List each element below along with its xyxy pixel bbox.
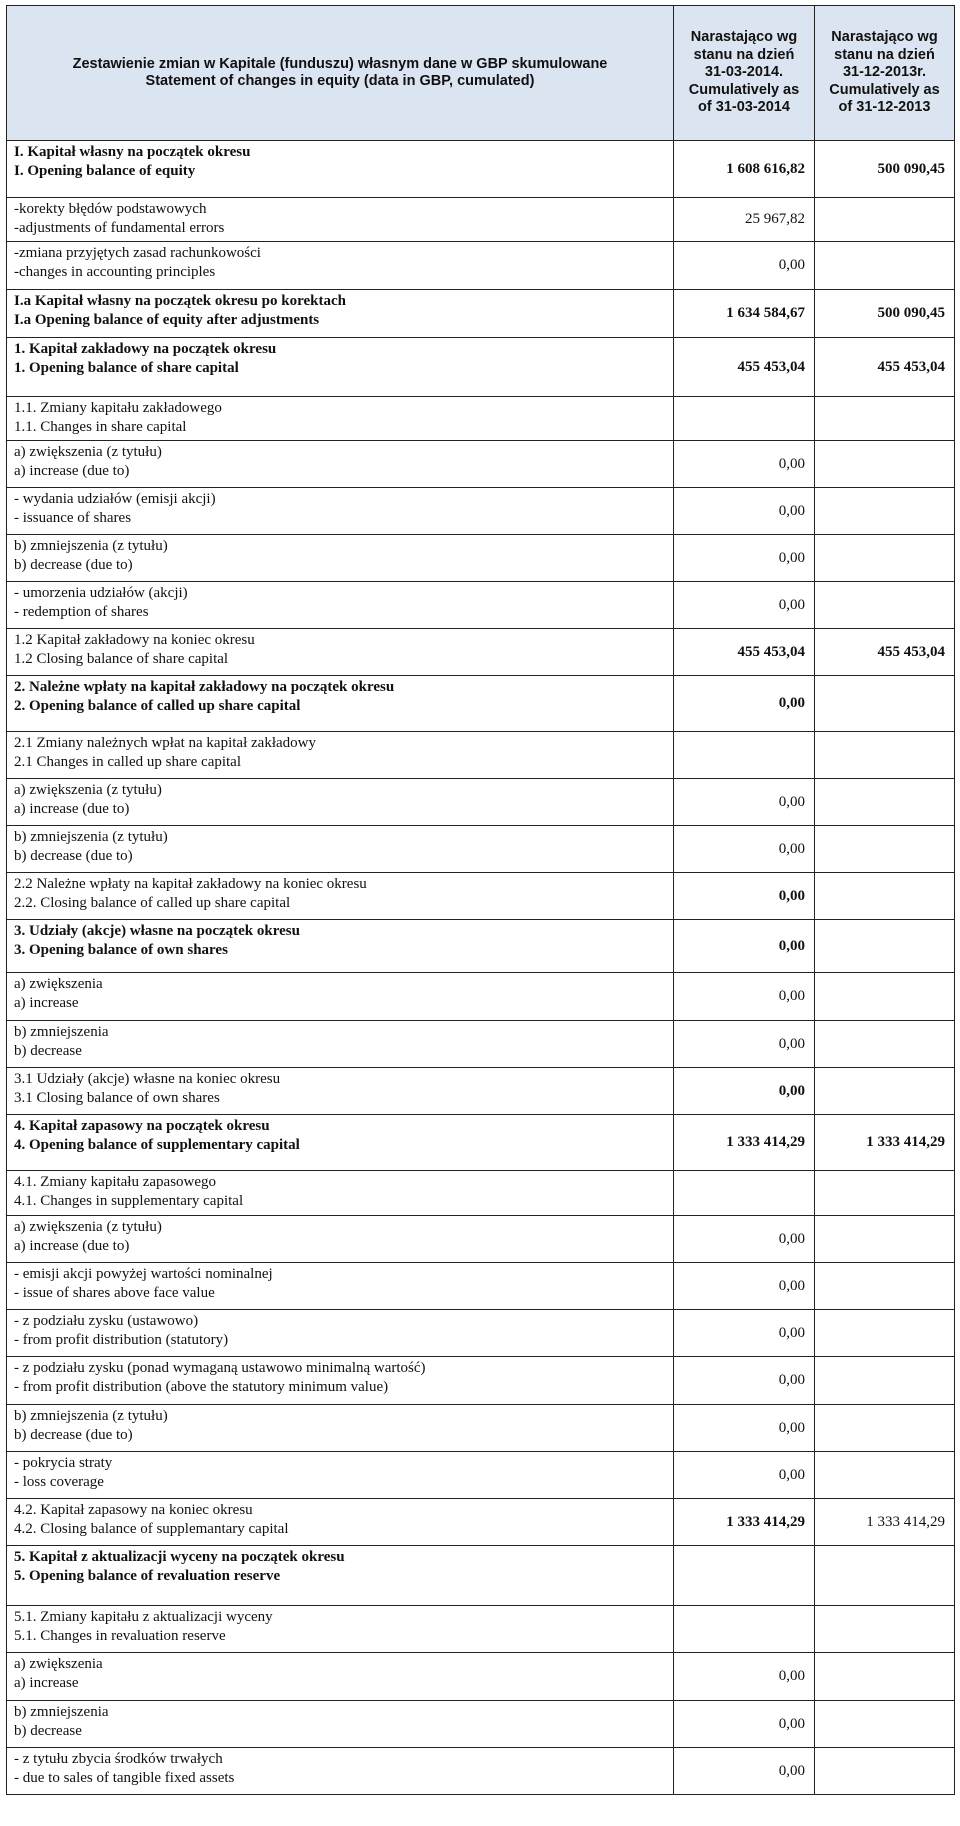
row-label: [7, 141, 674, 198]
row-label-pl: b) zmniejszenia: [14, 1024, 109, 1040]
row-label: [7, 1115, 674, 1171]
value-2014-cell: 0,00: [674, 1748, 815, 1795]
value-2013-cell: [815, 1701, 955, 1748]
row-label-en: b) decrease (due to): [14, 848, 133, 864]
row-label-en: a) increase (due to): [14, 1238, 130, 1254]
table-row: [7, 198, 955, 242]
row-label-pl: 4.1. Zmiany kapitału zapasowego: [14, 1174, 217, 1190]
value-2013-cell: [815, 488, 955, 535]
row-label-pl: a) zwiększenia (z tytułu): [14, 444, 162, 460]
row-label-en: - redemption of shares: [14, 604, 149, 620]
row-label: [7, 1546, 674, 1606]
table-row: [7, 1216, 955, 1263]
value-2013-cell: 500 090,45: [815, 290, 955, 338]
table-row: [7, 629, 955, 676]
column-header-line: of 31-03-2014: [698, 99, 790, 116]
row-label-en: b) decrease: [14, 1043, 82, 1059]
value-2014-cell: 0,00: [674, 676, 815, 732]
value-2013-cell: [815, 198, 955, 242]
row-label-en: I.a Opening balance of equity after adjustments: [14, 312, 320, 328]
row-label-en: 3. Opening balance of own shares: [14, 942, 228, 958]
row-label-pl: 3. Udziały (akcje) własne na początek okresu: [14, 923, 300, 939]
row-label: [7, 973, 674, 1021]
equity-statement-table: [6, 5, 955, 1795]
row-label-en: - from profit distribution (statutory): [14, 1332, 229, 1348]
value-2014-cell: 0,00: [674, 535, 815, 582]
column-header-line: of 31-12-2013: [838, 99, 931, 116]
row-label-en: 2.1 Changes in called up share capital: [14, 754, 242, 770]
value-2013-cell: [815, 1606, 955, 1653]
value-2014-cell: 0,00: [674, 488, 815, 535]
value-2013-cell: [815, 779, 955, 826]
table-row: [7, 873, 955, 920]
row-label: [7, 873, 674, 920]
value-2013-cell: [815, 732, 955, 779]
table-row: [7, 242, 955, 290]
table-row: [7, 582, 955, 629]
table-row: [7, 676, 955, 732]
value-2014-cell: 0,00: [674, 873, 815, 920]
row-label-pl: b) zmniejszenia (z tytułu): [14, 538, 168, 554]
value-2014-cell: 0,00: [674, 1357, 815, 1405]
value-2014-cell: 0,00: [674, 826, 815, 873]
row-label: [7, 397, 674, 441]
row-label-pl: b) zmniejszenia (z tytułu): [14, 1408, 168, 1424]
column-header-line: stanu na dzień: [834, 46, 935, 63]
value-2014-cell: 0,00: [674, 1653, 815, 1701]
value-2014-cell: 0,00: [674, 920, 815, 973]
table-row: [7, 488, 955, 535]
value-2013-cell: [815, 1405, 955, 1452]
value-2013-cell: [815, 1653, 955, 1701]
value-2014-cell: 0,00: [674, 582, 815, 629]
table-row: [7, 338, 955, 397]
table-row: [7, 1701, 955, 1748]
value-2013-cell: [815, 1452, 955, 1499]
row-label: [7, 826, 674, 873]
row-label: [7, 1701, 674, 1748]
column-header-line: Cumulatively as: [688, 81, 800, 98]
row-label-en: -adjustments of fundamental errors: [14, 220, 225, 236]
row-label-en: a) increase (due to): [14, 463, 130, 479]
table-row: [7, 1452, 955, 1499]
value-2014-cell: 0,00: [674, 441, 815, 488]
row-label: [7, 629, 674, 676]
row-label-en: I. Opening balance of equity: [14, 163, 196, 179]
table-row: [7, 535, 955, 582]
value-2013-cell: [815, 1216, 955, 1263]
value-2013-cell: [815, 873, 955, 920]
value-2013-cell: [815, 1171, 955, 1216]
value-2013-cell: [815, 397, 955, 441]
row-label-en: a) increase: [14, 995, 79, 1011]
row-label-en: 5. Opening balance of revaluation reserve: [14, 1568, 281, 1584]
row-label-en: - loss coverage: [14, 1474, 104, 1490]
value-2013-cell: 500 090,45: [815, 141, 955, 198]
row-label: [7, 1748, 674, 1795]
row-label: [7, 1357, 674, 1405]
table-row: [7, 1546, 955, 1606]
value-2014-cell: 0,00: [674, 1216, 815, 1263]
row-label-en: 1.2 Closing balance of share capital: [14, 651, 229, 667]
value-2013-cell: [815, 535, 955, 582]
row-label-pl: I.a Kapitał własny na początek okresu po korektach: [14, 293, 346, 309]
value-2014-cell: 0,00: [674, 1021, 815, 1068]
row-label-pl: - emisji akcji powyżej wartości nominalnej: [14, 1266, 273, 1282]
table-row: [7, 1405, 955, 1452]
row-label-en: b) decrease (due to): [14, 1427, 133, 1443]
column-header-2014: [674, 6, 815, 141]
row-label-pl: I. Kapitał własny na początek okresu: [14, 144, 251, 160]
row-label: [7, 920, 674, 973]
row-label: [7, 290, 674, 338]
row-label-en: -changes in accounting principles: [14, 264, 216, 280]
row-label-en: 3.1 Closing balance of own shares: [14, 1090, 220, 1106]
row-label: [7, 488, 674, 535]
row-label-pl: a) zwiększenia: [14, 976, 103, 992]
table-row: [7, 1748, 955, 1795]
column-header-line: 31-03-2014.: [704, 64, 784, 81]
table-row: [7, 779, 955, 826]
table-row: [7, 290, 955, 338]
row-label-pl: -korekty błędów podstawowych: [14, 201, 207, 217]
table-row: [7, 1357, 955, 1405]
row-label-en: - issue of shares above face value: [14, 1285, 215, 1301]
row-label-pl: -zmiana przyjętych zasad rachunkowości: [14, 245, 261, 261]
row-label-pl: 4. Kapitał zapasowy na początek okresu: [14, 1118, 270, 1134]
row-label-pl: - umorzenia udziałów (akcji): [14, 585, 188, 601]
table-row: [7, 1171, 955, 1216]
row-label-en: 4. Opening balance of supplementary capital: [14, 1137, 300, 1153]
row-label: [7, 441, 674, 488]
value-2014-cell: 25 967,82: [674, 198, 815, 242]
value-2014-cell: [674, 1171, 815, 1216]
table-row: [7, 920, 955, 973]
table-row: [7, 1115, 955, 1171]
table-row: [7, 826, 955, 873]
row-label-en: 4.1. Changes in supplementary capital: [14, 1193, 244, 1209]
value-2013-cell: [815, 1021, 955, 1068]
row-label: [7, 1310, 674, 1357]
table-header-row: [7, 6, 955, 141]
table-row: [7, 1653, 955, 1701]
row-label: [7, 1216, 674, 1263]
value-2014-cell: 0,00: [674, 1310, 815, 1357]
value-2013-cell: [815, 1357, 955, 1405]
value-2014-cell: 1 333 414,29: [674, 1499, 815, 1546]
row-label: [7, 1452, 674, 1499]
column-header-line: Cumulatively as: [829, 81, 940, 98]
value-2014-cell: 455 453,04: [674, 338, 815, 397]
row-label-en: - due to sales of tangible fixed assets: [14, 1770, 235, 1786]
row-label-en: 5.1. Changes in revaluation reserve: [14, 1628, 226, 1644]
statement-title-pl: Zestawienie zmian w Kapitale (funduszu) własnym dane w GBP skumulowane: [72, 55, 608, 72]
value-2013-cell: [815, 920, 955, 973]
table-row: [7, 1606, 955, 1653]
value-2014-cell: 0,00: [674, 779, 815, 826]
value-2013-cell: [815, 1748, 955, 1795]
table-row: [7, 732, 955, 779]
value-2014-cell: 0,00: [674, 973, 815, 1021]
value-2013-cell: [815, 1263, 955, 1310]
value-2014-cell: [674, 732, 815, 779]
row-label-pl: 3.1 Udziały (akcje) własne na koniec okresu: [14, 1071, 281, 1087]
row-label-pl: a) zwiększenia (z tytułu): [14, 782, 162, 798]
row-label-en: 2.2. Closing balance of called up share capital: [14, 895, 291, 911]
statement-title-en: Statement of changes in equity (data in GBP, cumulated): [145, 73, 535, 89]
statement-title: [7, 6, 674, 141]
column-header-2013: [815, 6, 955, 141]
row-label-pl: 2.1 Zmiany należnych wpłat na kapitał zakładowy: [14, 735, 316, 751]
value-2013-cell: 455 453,04: [815, 629, 955, 676]
row-label-en: - from profit distribution (above the statutory minimum value): [14, 1379, 389, 1395]
row-label-pl: a) zwiększenia: [14, 1656, 103, 1672]
value-2013-cell: [815, 1310, 955, 1357]
value-2013-cell: [815, 1546, 955, 1606]
table-row: [7, 141, 955, 198]
row-label-en: 2. Opening balance of called up share capital: [14, 698, 301, 714]
row-label-pl: - pokrycia straty: [14, 1455, 113, 1471]
statement-rows: [7, 141, 955, 1795]
value-2013-cell: [815, 1068, 955, 1115]
value-2014-cell: 455 453,04: [674, 629, 815, 676]
value-2014-cell: [674, 1606, 815, 1653]
value-2014-cell: 1 333 414,29: [674, 1115, 815, 1171]
row-label-en: 1.1. Changes in share capital: [14, 419, 187, 435]
column-header-line: 31-12-2013r.: [842, 64, 927, 81]
row-label-en: - issuance of shares: [14, 510, 132, 526]
column-header-line: stanu na dzień: [693, 46, 795, 63]
row-label: [7, 1021, 674, 1068]
row-label: [7, 1263, 674, 1310]
row-label: [7, 582, 674, 629]
value-2013-cell: [815, 973, 955, 1021]
row-label-en: 4.2. Closing balance of supplemantary capital: [14, 1521, 289, 1537]
row-label: [7, 1499, 674, 1546]
value-2014-cell: 1 634 584,67: [674, 290, 815, 338]
value-2013-cell: [815, 242, 955, 290]
table-row: [7, 973, 955, 1021]
row-label-pl: 1. Kapitał zakładowy na początek okresu: [14, 341, 277, 357]
value-2013-cell: [815, 826, 955, 873]
row-label-pl: - z tytułu zbycia środków trwałych: [14, 1751, 223, 1767]
row-label-en: b) decrease: [14, 1723, 82, 1739]
row-label-pl: b) zmniejszenia (z tytułu): [14, 829, 168, 845]
row-label-pl: 1.2 Kapitał zakładowy na koniec okresu: [14, 632, 255, 648]
row-label-en: a) increase (due to): [14, 801, 130, 817]
row-label-pl: 5.1. Zmiany kapitału z aktualizacji wyceny: [14, 1609, 273, 1625]
value-2013-cell: [815, 441, 955, 488]
row-label: [7, 1606, 674, 1653]
value-2013-cell: 1 333 414,29: [815, 1499, 955, 1546]
value-2014-cell: 0,00: [674, 1405, 815, 1452]
row-label: [7, 779, 674, 826]
value-2014-cell: 1 608 616,82: [674, 141, 815, 198]
row-label-pl: 4.2. Kapitał zapasowy na koniec okresu: [14, 1502, 253, 1518]
value-2013-cell: [815, 676, 955, 732]
row-label: [7, 1653, 674, 1701]
row-label: [7, 1405, 674, 1452]
row-label-pl: 1.1. Zmiany kapitału zakładowego: [14, 400, 222, 416]
table-row: [7, 397, 955, 441]
value-2014-cell: [674, 1546, 815, 1606]
value-2014-cell: 0,00: [674, 1263, 815, 1310]
row-label: [7, 732, 674, 779]
row-label-pl: 2. Należne wpłaty na kapitał zakładowy na początek okresu: [14, 679, 395, 695]
row-label: [7, 242, 674, 290]
row-label-pl: 5. Kapitał z aktualizacji wyceny na początek okresu: [14, 1549, 345, 1565]
table-row: [7, 1021, 955, 1068]
value-2014-cell: 0,00: [674, 242, 815, 290]
row-label-pl: - z podziału zysku (ustawowo): [14, 1313, 199, 1329]
row-label: [7, 1171, 674, 1216]
column-header-line: Narastająco wg: [690, 29, 798, 46]
value-2013-cell: 455 453,04: [815, 338, 955, 397]
table-row: [7, 1310, 955, 1357]
row-label: [7, 535, 674, 582]
row-label-pl: b) zmniejszenia: [14, 1704, 109, 1720]
value-2014-cell: 0,00: [674, 1701, 815, 1748]
row-label: [7, 338, 674, 397]
equity-statement-page: [6, 5, 954, 1795]
value-2014-cell: 0,00: [674, 1068, 815, 1115]
row-label-pl: - wydania udziałów (emisji akcji): [14, 491, 216, 507]
row-label-en: 1. Opening balance of share capital: [14, 360, 239, 376]
row-label: [7, 676, 674, 732]
row-label-en: a) increase: [14, 1675, 79, 1691]
row-label: [7, 198, 674, 242]
table-row: [7, 1263, 955, 1310]
value-2013-cell: [815, 582, 955, 629]
row-label-en: b) decrease (due to): [14, 557, 133, 573]
row-label: [7, 1068, 674, 1115]
row-label-pl: 2.2 Należne wpłaty na kapitał zakładowy na koniec okresu: [14, 876, 367, 892]
column-header-line: Narastająco wg: [831, 29, 938, 46]
row-label-pl: - z podziału zysku (ponad wymaganą ustawowo minimalną wartość): [14, 1360, 426, 1376]
table-row: [7, 441, 955, 488]
value-2014-cell: [674, 397, 815, 441]
table-row: [7, 1499, 955, 1546]
value-2013-cell: 1 333 414,29: [815, 1115, 955, 1171]
table-row: [7, 1068, 955, 1115]
row-label-pl: a) zwiększenia (z tytułu): [14, 1219, 162, 1235]
value-2014-cell: 0,00: [674, 1452, 815, 1499]
